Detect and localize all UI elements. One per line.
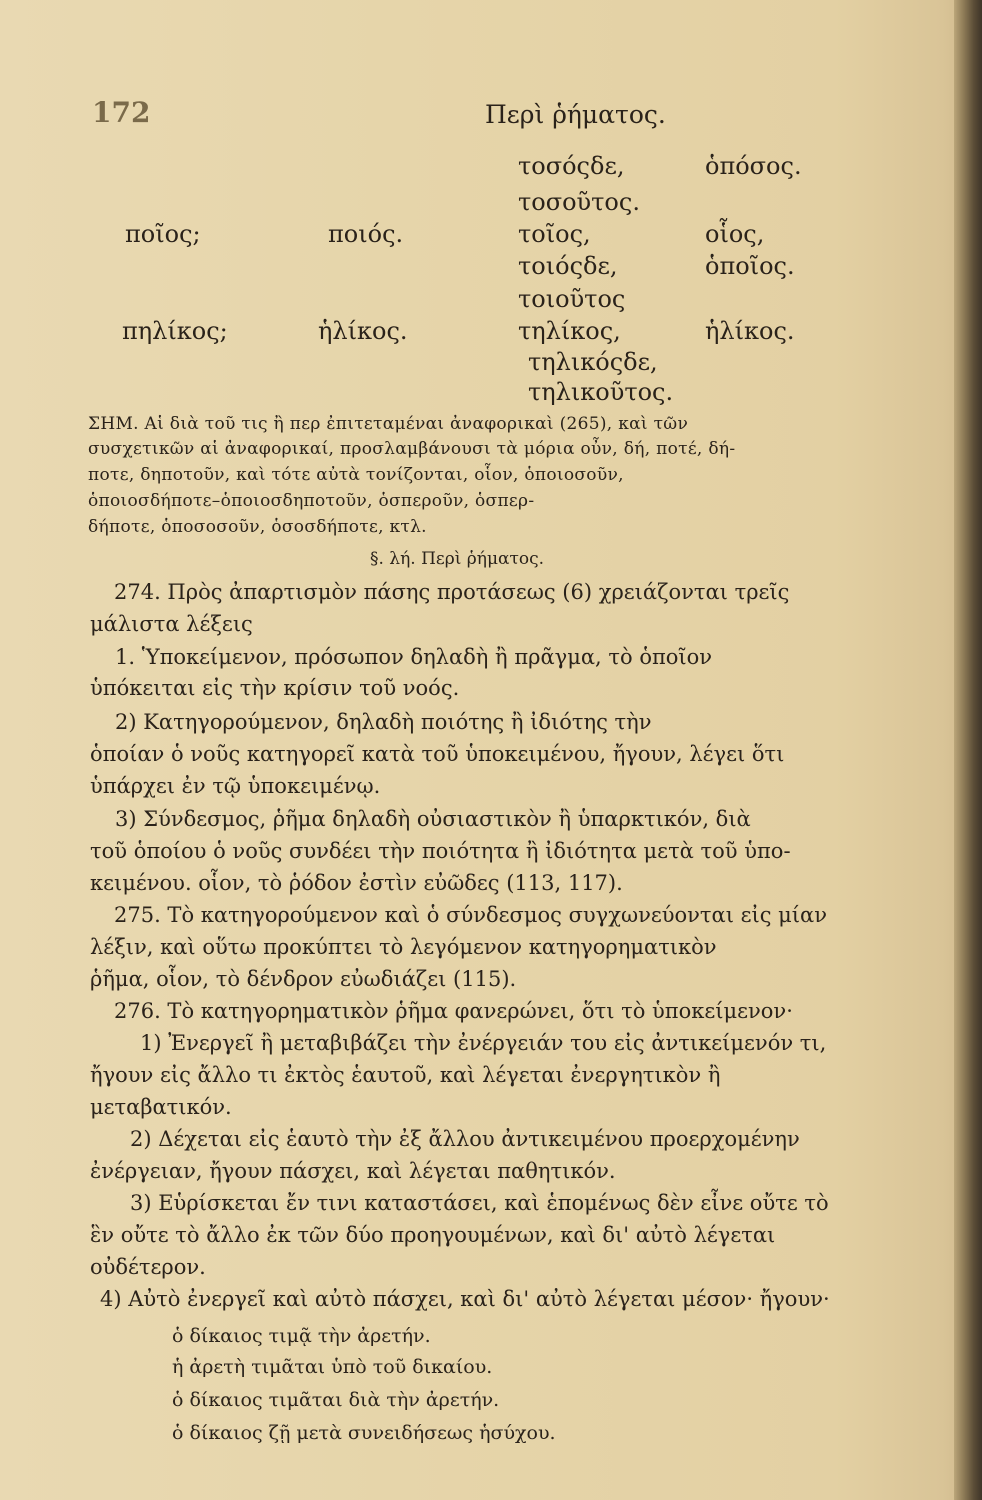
paragraph-line: 3) Σύνδεσμος, ῥῆμα δηλαδὴ οὐσιαστικὸν ἢ ὑπαρκτικόν, διὰ: [115, 807, 751, 831]
section-heading: §. λή. Περὶ ῥήματος.: [370, 549, 545, 569]
table-cell: ἡλίκος.: [318, 317, 408, 345]
paragraph-line: 2) Κατηγορούμενον, δηλαδὴ ποιότης ἢ ἰδιότης τὴν: [115, 710, 652, 734]
table-cell: τοιοῦτος: [518, 285, 626, 313]
paragraph-line: ῥῆμα, οἷον, τὸ δένδρον εὐωδιάζει (115).: [90, 967, 517, 991]
example-line: ὁ δίκαιος τιμᾷ τὴν ἀρετήν.: [172, 1325, 431, 1347]
example-line: ὁ δίκαιος τιμᾶται διὰ τὴν ἀρετήν.: [172, 1389, 500, 1411]
paragraph-line: ἐνέργειαν, ἤγουν πάσχει, καὶ λέγεται παθητικόν.: [90, 1159, 616, 1183]
paragraph-line: ὁποίαν ὁ νοῦς κατηγορεῖ κατὰ τοῦ ὑποκειμένου, ἤγουν, λέγει ὅτι: [90, 742, 785, 766]
paragraph-line: 276. Τὸ κατηγορηματικὸν ῥῆμα φανερώνει, ὅτι τὸ ὑποκείμενον·: [114, 999, 793, 1023]
paragraph-line: κειμένου. οἷον, τὸ ῥόδον ἐστὶν εὐῶδες (113, 117).: [90, 871, 623, 895]
table-cell: ὁποῖος.: [705, 252, 795, 280]
table-cell: οἷος,: [705, 220, 765, 248]
table-cell: τοσοῦτος.: [518, 188, 640, 216]
paragraph-line: 2) Δέχεται εἰς ἑαυτὸ τὴν ἐξ ἄλλου ἀντικειμένου προερχομένην: [130, 1127, 800, 1151]
table-cell: τοσόςδε,: [518, 152, 625, 180]
paragraph-line: λέξιν, καὶ οὕτω προκύπτει τὸ λεγόμενον κατηγορηματικὸν: [90, 935, 717, 959]
paragraph-line: μάλιστα λέξεις: [90, 612, 253, 636]
paragraph-line: 1. Ὑποκείμενον, πρόσωπον δηλαδὴ ἢ πρᾶγμα, τὸ ὁποῖον: [115, 645, 713, 669]
table-cell: τηλικόςδε,: [528, 348, 658, 376]
running-title: Περὶ ῥήματος.: [485, 100, 666, 129]
table-cell: ποιός.: [328, 220, 404, 248]
paragraph-line: τοῦ ὁποίου ὁ νοῦς συνδέει τὴν ποιότητα ἢ ἰδιότητα μετὰ τοῦ ὑπο-: [90, 839, 791, 863]
example-line: ὁ δίκαιος ζῇ μετὰ συνειδήσεως ἡσύχου.: [172, 1422, 556, 1444]
note-line: δήποτε, ὁποσοσοῦν, ὁσοσδήποτε, κτλ.: [88, 517, 427, 537]
paragraph-line: ἓν οὔτε τὸ ἄλλο ἐκ τῶν δύο προηγουμένων, καὶ δι' αὐτὸ λέγεται: [90, 1223, 776, 1247]
paragraph-line: ἤγουν εἰς ἄλλο τι ἐκτὸς ἑαυτοῦ, καὶ λέγεται ἐνεργητικὸν ἢ: [90, 1063, 721, 1087]
table-cell: τηλικοῦτος.: [528, 378, 674, 406]
note-line: ὁποιοσδήποτε–ὁποιοσδηποτοῦν, ὁσπεροῦν, ὁσπερ-: [88, 491, 535, 511]
paragraph-line: ὑπάρχει ἐν τῷ ὑποκειμένῳ.: [90, 774, 381, 798]
book-binding-edge: [954, 0, 982, 1500]
table-cell: τοῖος,: [518, 220, 591, 248]
paragraph-line: 3) Εὑρίσκεται ἔν τινι καταστάσει, καὶ ἑπομένως δὲν εἶνε οὔτε τὸ: [130, 1191, 829, 1215]
table-cell: τηλίκος,: [518, 317, 621, 345]
paragraph-line: 4) Αὐτὸ ἐνεργεῖ καὶ αὐτὸ πάσχει, καὶ δι' αὐτὸ λέγεται μέσον· ἤγουν·: [100, 1287, 830, 1311]
paragraph-line: μεταβατικόν.: [90, 1095, 232, 1119]
example-line: ἡ ἀρετὴ τιμᾶται ὑπὸ τοῦ δικαίου.: [172, 1356, 493, 1378]
note-line: συσχετικῶν αἱ ἀναφορικαί, προσλαμβάνουσι τὰ μόρια οὖν, δή, ποτέ, δή-: [88, 439, 736, 459]
table-cell: τοιόςδε,: [518, 252, 618, 280]
paragraph-line: 274. Πρὸς ἀπαρτισμὸν πάσης προτάσεως (6) χρειάζονται τρεῖς: [114, 580, 790, 604]
paragraph-line: ὑπόκειται εἰς τὴν κρίσιν τοῦ νοός.: [90, 676, 460, 700]
paragraph-line: 1) Ἐνεργεῖ ἢ μεταβιβάζει τὴν ἐνέργειάν του εἰς ἀντικείμενόν τι,: [140, 1031, 827, 1055]
note-line: ΣΗΜ. Αἱ διὰ τοῦ τις ἢ περ ἐπιτεταμέναι ἀναφορικαὶ (265), καὶ τῶν: [88, 414, 689, 434]
table-cell: ποῖος;: [125, 220, 201, 248]
table-cell: ἡλίκος.: [705, 317, 795, 345]
table-cell: πηλίκος;: [122, 317, 228, 345]
paragraph-line: οὐδέτερον.: [90, 1255, 206, 1279]
table-cell: ὁπόσος.: [705, 152, 802, 180]
note-line: ποτε, δηποτοῦν, καὶ τότε αὐτὰ τονίζονται, οἷον, ὁποιοσοῦν,: [88, 465, 624, 485]
paragraph-line: 275. Τὸ κατηγορούμενον καὶ ὁ σύνδεσμος συγχωνεύονται εἰς μίαν: [114, 903, 827, 927]
page-number: 172: [92, 96, 151, 129]
